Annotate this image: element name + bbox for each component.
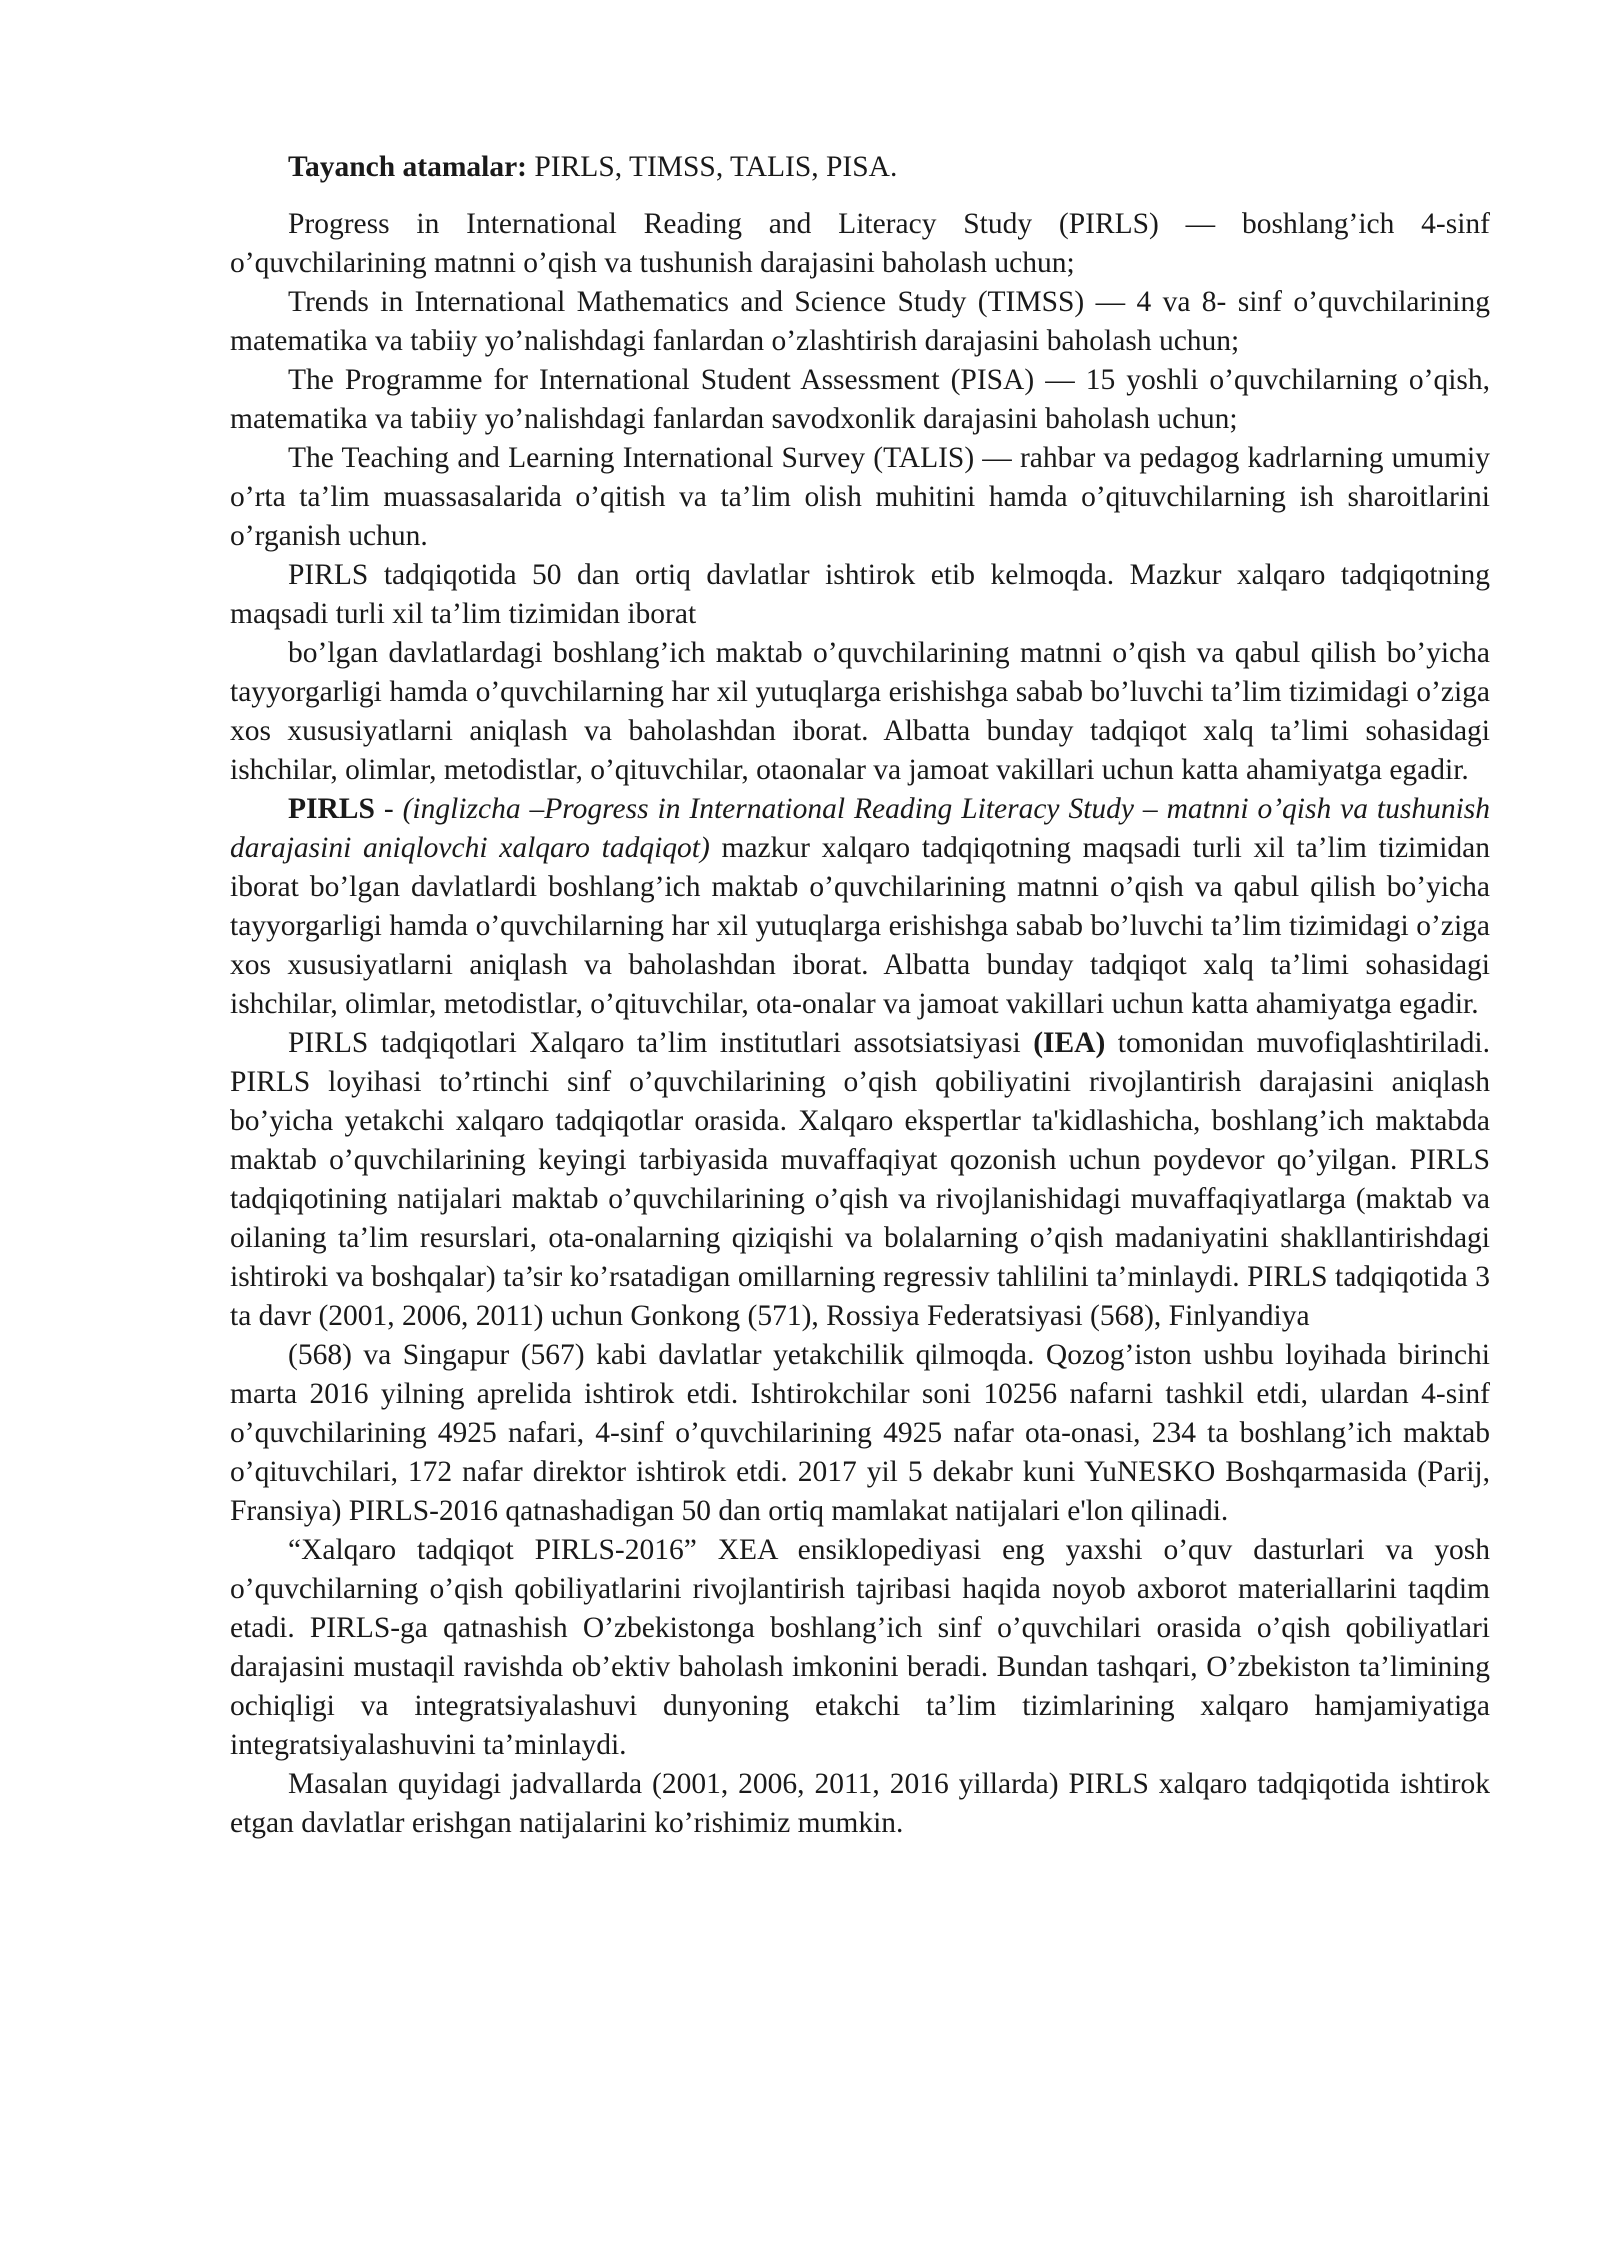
paragraph-talis-definition: The Teaching and Learning International Survey (TALIS) — rahbar va pedagog kadrlarning umumiy o’rta ta’lim muassasalarida o’qitish va ta’lim olish muhitini hamda o’qituvchilarning ish sharoitlarini o’rganish uchun.	[230, 442, 1490, 552]
paragraph-iea-coordination	[230, 1024, 1490, 1336]
pirls-separator: -	[374, 793, 403, 825]
paragraph-leading-countries: (568) va Singapur (567) kabi davlatlar yetakchilik qilmoqda. Qozog’iston ushbu loyihada birinchi marta 2016 yilning aprelida ishtirok etdi. Ishtirokchilar soni 10256 nafarni tashkil etdi, ulardan 4-sinf o’quvchilarining 4925 nafari, 4-sinf o’quvchilarining 4925 nafar ota-onasi, 234 ta boshlang’ich maktab o’qituvchilari, 172 nafar direktor ishtirok etdi. 2017 yil 5 dekabr kuni YuNESKO Boshqarmasida (Parij, Fransiya) PIRLS-2016 qatnashadigan 50 dan ortiq mamlakat natijalari e'lon qilinadi.	[230, 1339, 1490, 1527]
paragraph-pirls-definition: Progress in International Reading and Literacy Study (PIRLS) — boshlang’ich 4-sinf o’quvchilarining matnni o’qish va tushunish darajasini baholash uchun;	[230, 208, 1490, 279]
paragraph-tables-intro: Masalan quyidagi jadvallarda (2001, 2006, 2011, 2016 yillarda) PIRLS xalqaro tadqiqotida ishtirok etgan davlatlar erishgan natijalarini ko’rishimiz mumkin.	[230, 1768, 1490, 1839]
pirls-description-text: mazkur xalqaro tadqiqotning maqsadi turli xil ta’lim tizimidan iborat bo’lgan davlatlardi boshlang’ich maktab o’quvchilarining matnni o’qish va qabul qilish bo’yicha tayyorgarligi hamda o’quvchilarning har xil yutuqlarga erishishga sabab bo’luvchi ta’lim tizimidagi o’ziga xos xususiyatlarni aniqlash va baholashdan iborat. Albatta bunday tadqiqot xalq ta’limi sohasidagi ishchilar, olimlar, metodistlar, o’qituvchilar, ota-onalar va jamoat vakillari uchun katta ahamiyatga egadir.	[230, 832, 1490, 1020]
paragraph-timss-definition: Trends in International Mathematics and Science Study (TIMSS) — 4 va 8- sinf o’quvchilarining matematika va tabiiy yo’nalishdagi fanlardan o’zlashtirish darajasini baholash uchun;	[230, 286, 1490, 357]
pirls-expansion: (inglizcha –Progress in International Reading Literacy Study – matnni o’qish va tushunish darajasini aniqlovchi xalqaro tadqiqot)	[230, 793, 1491, 864]
iea-text-after: tomonidan muvofiqlashtiriladi. PIRLS loyihasi to’rtinchi sinf o’quvchilarining o’qish qobiliyatini rivojlantirish darajasini aniqlash bo’yicha yetakchi xalqaro tadqiqotlar orasida. Xalqaro ekspertlar ta'kidlashicha, boshlang’ich maktabda maktab o’quvchilarining keyingi tarbiyasida muvaffaqiyat qozonish uchun poydevor qo’yilgan. PIRLS tadqiqotining natijalari maktab o’quvchilarining o’qish va rivojlanishidagi muvaffaqiyatlarga (maktab va oilaning ta’lim resurslari, ota-onalarning qiziqishi va bolalarning o’qish madaniyatini shakllantirishdagi ishtiroki va boshqalar) ta’sir ko’rsatadigan omillarning regressiv tahlilini ta’minlaydi. PIRLS tadqiqotida 3 ta davr (2001, 2006, 2011) uchun Gonkong (571), Rossiya Federatsiyasi (568), Finlyandiya	[230, 1027, 1490, 1332]
keywords-terms: PIRLS, TIMSS, TALIS, PISA.	[527, 151, 898, 183]
iea-abbreviation: (IEA)	[1033, 1027, 1106, 1059]
paragraph-encyclopedia: “Xalqaro tadqiqot PIRLS-2016” XEA ensiklopediyasi eng yaxshi o’quv dasturlari va yosh o’quvchilarning o’qish qobiliyatlarini rivojlantirish tajribasi haqida noyob axborot materiallarini taqdim etadi. PIRLS-ga qatnashish O’zbekistonga boshlang’ich sinf o’quvchilari orasida o’qish qobiliyatlari darajasini mustaqil ravishda ob’ektiv baholash imkonini beradi. Bundan tashqari, O’zbekiston ta’limining ochiqligi va integratsiyalashuvi dunyoning etakchi ta’lim tizimlarining xalqaro hamjamiyatiga integratsiyalashuvini ta’minlaydi.	[230, 1534, 1490, 1761]
keywords-label: Tayanch atamalar:	[288, 151, 528, 183]
pirls-term: PIRLS	[288, 793, 375, 825]
paragraph-pirls-participation: PIRLS tadqiqotida 50 dan ortiq davlatlar ishtirok etib kelmoqda. Mazkur xalqaro tadqiqotning maqsadi turli xil ta’lim tizimidan iborat	[230, 559, 1490, 630]
paragraph-pisa-definition: The Programme for International Student Assessment (PISA) — 15 yoshli o’quvchilarning o’qish, matematika va tabiiy yo’nalishdagi fanlardan savodxonlik darajasini baholash uchun;	[230, 364, 1490, 435]
paragraph-pirls-goal: bo’lgan davlatlardagi boshlang’ich maktab o’quvchilarining matnni o’qish va qabul qilish bo’yicha tayyorgarligi hamda o’quvchilarning har xil yutuqlarga erishishga sabab bo’luvchi ta’lim tizimidagi o’ziga xos xususiyatlarni aniqlash va baholashdan iborat. Albatta bunday tadqiqot xalq ta’limi sohasidagi ishchilar, olimlar, metodistlar, o’qituvchilar, otaonalar va jamoat vakillari uchun katta ahamiyatga egadir.	[230, 637, 1490, 786]
iea-text-before: PIRLS tadqiqotlari Xalqaro ta’lim institutlari assotsiatsiyasi	[288, 1027, 1034, 1059]
paragraph-pirls-description	[230, 790, 1490, 1024]
keywords-line	[230, 148, 1490, 187]
document-page	[230, 148, 1490, 1843]
